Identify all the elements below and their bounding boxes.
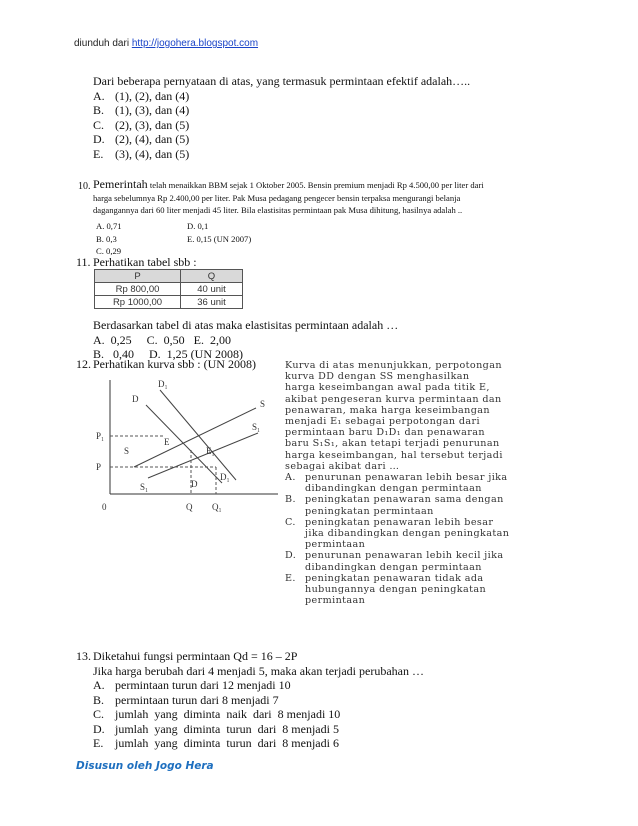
label-p1: P₁ [96,431,105,441]
q12-option-c: C. peningkatan penawaran lebih besar jika dibandingkan dengan peningkatan permintaan [285,516,510,551]
label-d1-right: D₁ [220,472,230,482]
q12-number: 12. [76,357,91,371]
table-cell: 40 unit [181,283,243,296]
label-d-bottom: D [191,479,198,489]
q12-text-line: menjadi E₁ sebagai perpotongan dari [285,416,480,428]
label-origin: 0 [102,502,107,512]
label-s1-right: S₁ [252,422,261,432]
table-row [95,283,243,296]
table-header-p: P [95,270,181,283]
q10-options-right [187,220,251,245]
label-s-left: S [124,446,130,456]
q9-option-d: D. (2), (4), dan (5) [93,132,190,146]
q12-option-b: B. peningkatan penawaran sama dengan peningkatan permintaan [285,494,504,517]
q10-option-e: E. 0,15 (UN 2007) [187,233,252,244]
header-link[interactable]: http://jogohera.blogspot.com [131,38,259,49]
table-cell: 36 unit [181,296,243,309]
q13-number: 13. [76,649,91,663]
q11-number: 11. [76,255,91,269]
supply-demand-graph [88,372,283,517]
table-header-row [95,270,243,283]
q10-lead: Pemerintah [93,177,148,191]
label-e: E [164,437,170,447]
label-d: D [132,394,139,404]
q10-line-3: dagangannya dari 60 liter menjadi 45 liter. Bila elastisitas permintaan pak Musa dihitung, hasilnya adalah .. [93,205,463,215]
table-row [95,296,243,309]
page-header [74,38,258,49]
q9-stem: Dari beberapa pernyataan di atas, yang termasuk permintaan efektif adalah….. [93,74,471,88]
q9-option-b: B. (1), (3), dan (4) [93,103,190,117]
table-header-q: Q [181,270,243,283]
question-13 [93,649,424,751]
label-q1: Q₁ [212,502,222,512]
q9-option-a: A. (1), (2), dan (4) [93,88,190,103]
label-q: Q [186,502,193,512]
table-cell: Rp 800,00 [95,283,181,296]
q13-option-d: D. jumlah yang diminta turun dari 8 menjadi 5 [93,721,339,736]
demand-curve-d [146,405,222,483]
q13-option-c: C. jumlah yang diminta naik dari 8 menjadi 10 [93,707,341,721]
q12-options [285,472,560,606]
q11-question [93,318,398,362]
q11-options-row-1: A. 0,25 C. 0,50 E. 2,00 [93,332,231,347]
label-e1: E₁ [206,446,215,456]
q11-options-row-2: B. 0,40 D. 1,25 (UN 2008) [93,347,243,361]
q10-number: 10. [78,181,91,192]
q12-text-line: penawaran, maka harga keseimbangan [285,404,490,416]
label-s: S [260,399,266,409]
q11-stem: Perhatikan tabel sbb : [93,255,197,269]
q12-text-line: harga keseimbangan, hal tersebut terjadi [285,449,503,461]
q10-option-b: B. 0,3 [96,233,117,244]
label-d1-top: D₁ [158,379,168,389]
q13-option-b: B. permintaan turun dari 8 menjadi 7 [93,692,279,707]
q12-stem: Perhatikan kurva sbb : (UN 2008) [93,357,256,371]
q12-option-e: E. peningkatan penawaran tidak ada hubungannya dengan peningkatan permintaan [285,572,487,607]
header-prefix: diunduh dari [74,38,132,49]
table-cell: Rp 1000,00 [95,296,181,309]
q12-option-a: A. penurunan penawaran lebih besar jika dibandingkan dengan permintaan [285,472,508,495]
q12-text-line: baru S₁S₁, akan tetapi terjadi penurunan [285,438,500,450]
q12-option-d: D. penurunan penawaran lebih kecil jika dibandingkan dengan permintaan [285,550,504,573]
q12-text-line: kurva DD dengan SS menghasilkan [285,371,470,383]
q11-question-text: Berdasarkan tabel di atas maka elastisitas permintaan adalah … [93,318,399,332]
q13-stem-2: Jika harga berubah dari 4 menjadi 5, maka akan terjadi perubahan … [93,663,424,678]
q10-options-left [96,220,122,258]
q12-text-line: Kurva di atas menunjukkan, perpotongan [285,360,502,371]
q12-text-line: sebagai akibat dari … [285,460,400,472]
q13-option-a: A. permintaan turun dari 12 menjadi 10 [93,678,291,692]
q12-text-line: harga keseimbangan awal pada titik E, [285,382,490,394]
q10-option-a: A. 0,71 [96,221,122,231]
label-s1-left: S₁ [140,482,149,492]
q13-option-e: E. jumlah yang diminta turun dari 8 menjadi 6 [93,736,339,750]
q9-option-c: C. (2), (3), dan (5) [93,117,190,132]
q13-stem: Diketahui fungsi permintaan Qd = 16 – 2P [93,649,298,663]
q11-table [94,269,243,309]
question-9 [93,74,470,161]
question-10 [93,178,573,217]
supply-curve-s [134,408,256,467]
q12-description [285,360,560,472]
q10-line-1: Pemerintah telah menaikkan BBM sejak 1 Oktober 2005. Bensin premium menjadi Rp 4.500,00 per liter dari [93,177,484,191]
q10-line-2: harga sebelumnya Rp 2.400,00 per liter. Pak Musa pedagang pengecer bensin terpaksa mengurangi belanja [93,192,461,203]
page-footer: Disusun oleh Jogo Hera [76,760,214,772]
label-p: P [96,462,102,472]
q10-option-d: D. 0,1 [187,221,209,231]
q10-option-c: C. 0,29 [96,246,122,256]
q9-option-e: E. (3), (4), dan (5) [93,146,190,161]
q12-text-line: permintaan baru D₁D₁ dan penawaran [285,427,485,439]
q12-text-line: akibat pengeseran kurva permintaan dan [285,393,502,405]
